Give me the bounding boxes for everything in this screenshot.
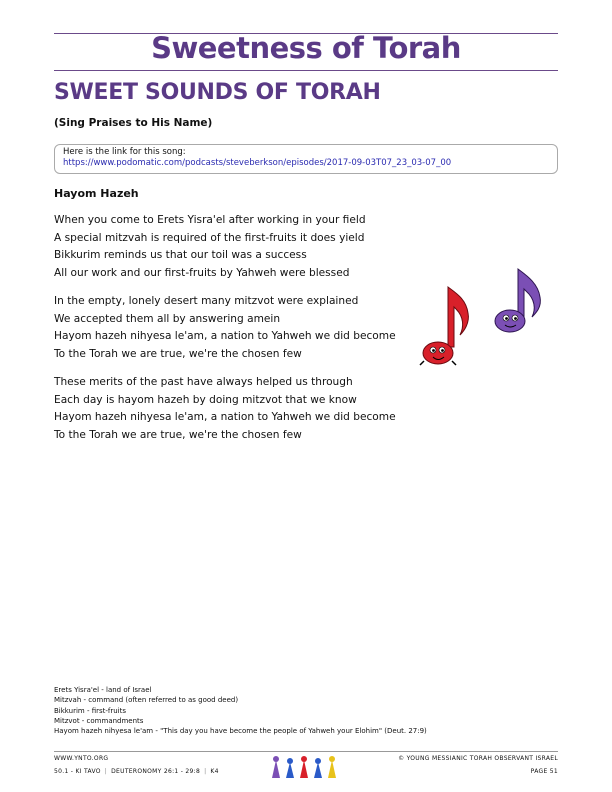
footer-reference: DEUTERONOMY 26:1 - 29:8 bbox=[111, 768, 201, 775]
footer-separator: | bbox=[204, 768, 207, 775]
document-title: Sweetness of Torah bbox=[151, 31, 461, 65]
lyric-line: Hayom hazeh nihyesa le'am, a nation to Yahweh we did become bbox=[54, 411, 396, 424]
lyric-line: In the empty, lonely desert many mitzvot were explained bbox=[54, 295, 359, 307]
glossary bbox=[54, 685, 427, 736]
glossary-entry: Mitzvah - command (often referred to as good deed) bbox=[54, 696, 239, 705]
glossary-entry: Hayom hazeh nihyesa le'am - "This day you have become the people of Yahweh your Elohim" (Deut. 27:9) bbox=[54, 727, 427, 736]
lyric-line: These merits of the past have always helped us through bbox=[54, 376, 353, 388]
glossary-entry: Erets Yisra'el - land of Israel bbox=[54, 686, 152, 694]
link-label: Here is the link for this song: bbox=[63, 147, 186, 157]
lyric-line: To the Torah we are true, we're the chosen few bbox=[54, 348, 302, 361]
stanza-1 bbox=[54, 212, 366, 283]
music-notes-illustration bbox=[408, 265, 558, 370]
stanza-2 bbox=[54, 293, 396, 364]
footer-parasha-info bbox=[54, 768, 219, 775]
footer-copyright: © YOUNG MESSIANIC TORAH OBSERVANT ISRAEL bbox=[398, 755, 558, 762]
glossary-entry: Mitzvot - commandments bbox=[54, 716, 144, 725]
footer-website: WWW.YNTO.ORG bbox=[54, 755, 109, 762]
footer-separator: | bbox=[104, 768, 108, 775]
lyric-line: Bikkurim reminds us that our toil was a success bbox=[54, 249, 307, 262]
lyric-line: A special mitzvah is required of the first-fruits it does yield bbox=[54, 231, 365, 244]
lyric-line: To the Torah we are true, we're the chosen few bbox=[54, 429, 302, 442]
footer-page-number: PAGE 51 bbox=[530, 768, 558, 775]
song-title: SWEET SOUNDS OF TORAH bbox=[54, 80, 381, 105]
song-subtitle: (Sing Praises to His Name) bbox=[54, 117, 213, 129]
link-box bbox=[54, 144, 558, 174]
lyric-line: When you come to Erets Yisra'el after working in your field bbox=[54, 214, 366, 226]
lyric-line: All our work and our first-fruits by Yahweh were blessed bbox=[54, 267, 350, 280]
stanza-3 bbox=[54, 374, 396, 445]
song-link[interactable]: https://www.podomatic.com/podcasts/steveberkson/episodes/2017-09-03T07_23_03-07_00 bbox=[63, 158, 452, 168]
footer-logo-icon bbox=[268, 754, 344, 780]
lyric-line: We accepted them all by answering amein bbox=[54, 312, 281, 325]
song-name: Hayom Hazeh bbox=[54, 187, 139, 200]
footer-rule bbox=[54, 751, 558, 752]
purple-music-note-icon bbox=[495, 269, 540, 332]
footer-parasha: 50.1 - KI TAVO bbox=[54, 768, 101, 775]
footer-grade: K4 bbox=[210, 768, 219, 775]
red-music-note-icon bbox=[420, 287, 468, 365]
glossary-entry: Bikkurim - first-fruits bbox=[54, 706, 127, 715]
lyric-line: Hayom hazeh nihyesa le'am, a nation to Yahweh we did become bbox=[54, 330, 396, 343]
header-bottom-rule bbox=[54, 70, 558, 71]
lyric-line: Each day is hayom hazeh by doing mitzvot that we know bbox=[54, 393, 357, 406]
